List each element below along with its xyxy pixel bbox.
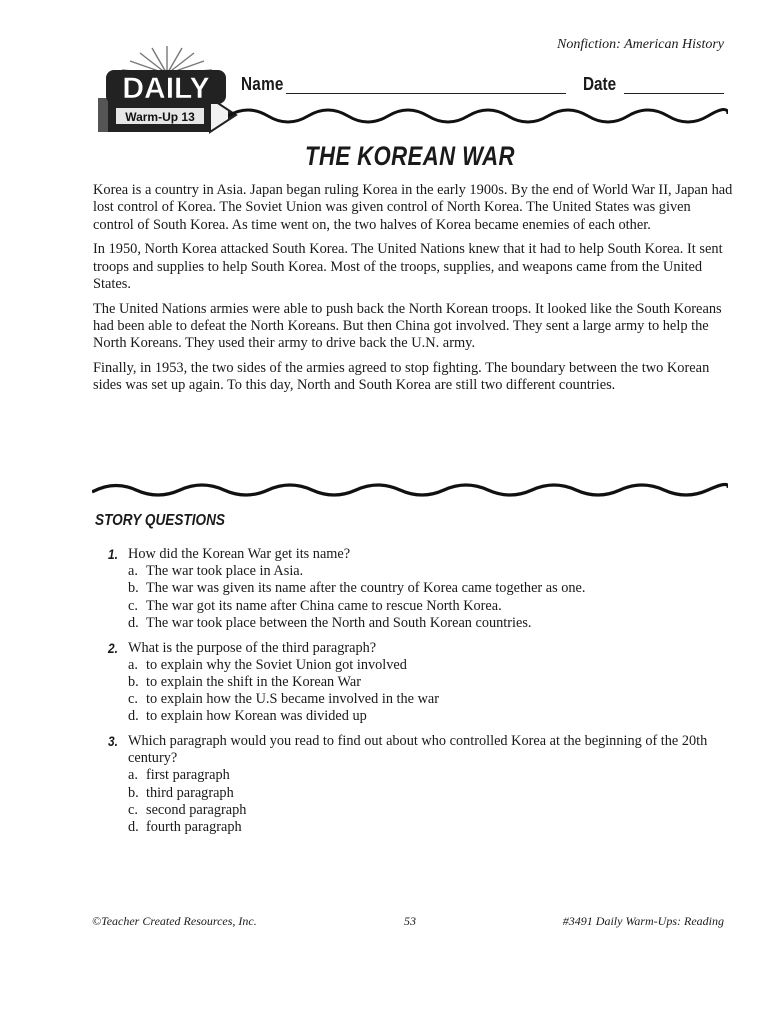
option-text: The war was given its name after the country of Korea came together as one. — [146, 580, 586, 597]
name-field-line[interactable] — [286, 93, 566, 94]
option-text: to explain why the Soviet Union got involved — [146, 656, 407, 673]
option-letter: b. — [128, 673, 139, 690]
question-number: 3. — [108, 733, 118, 750]
option-letter: b. — [128, 784, 139, 801]
answer-option[interactable] — [128, 563, 728, 580]
category-label: Nonfiction: American History — [557, 37, 724, 52]
answer-option[interactable] — [128, 657, 728, 674]
wavy-divider — [228, 104, 728, 128]
option-letter: c. — [128, 801, 138, 818]
story-paragraph: The United Nations armies were able to push back the North Korean troops. It looked like the South Koreans had been able to defeat the North Koreans. But then China got involved. They sent a large army to help the North Koreans. They used their army to drive back the U.N. army. — [93, 300, 722, 352]
question-number: 2. — [108, 639, 118, 656]
name-label: Name — [241, 74, 284, 94]
answer-option[interactable] — [128, 767, 728, 784]
option-letter: c. — [128, 597, 138, 614]
option-letter: d. — [128, 819, 139, 836]
option-text: The war took place in Asia. — [146, 563, 304, 580]
answer-option[interactable] — [128, 708, 728, 725]
question-item — [108, 640, 728, 726]
option-text: first paragraph — [146, 767, 230, 784]
logo-subtitle: Warm-Up 13 — [125, 110, 195, 124]
date-label: Date — [583, 74, 617, 94]
answer-option[interactable] — [128, 802, 728, 819]
questions-heading: STORY QUESTIONS — [95, 512, 225, 529]
logo-word: DAILY — [122, 72, 210, 105]
option-text: to explain how Korean was divided up — [146, 708, 367, 725]
page-title: THE KOREAN WAR — [305, 141, 515, 171]
story-paragraph: Finally, in 1953, the two sides of the armies agreed to stop fighting. The boundary between the two Korean sides was set up again. To this day, North and South Korea are still two different countries. — [93, 360, 710, 394]
footer-copyright: ©Teacher Created Resources, Inc. — [92, 914, 257, 928]
story-text — [93, 182, 733, 402]
question-text: What is the purpose of the third paragraph? — [128, 639, 377, 656]
option-letter: a. — [128, 563, 138, 580]
wavy-divider — [92, 478, 728, 502]
daily-warmup-logo — [92, 40, 242, 136]
option-letter: a. — [128, 767, 138, 784]
questions-list — [108, 546, 728, 844]
option-text: to explain the shift in the Korean War — [146, 673, 361, 690]
option-text: third paragraph — [146, 784, 234, 801]
question-item — [108, 546, 728, 632]
question-text: How did the Korean War get its name? — [128, 546, 351, 562]
answer-option[interactable] — [128, 580, 728, 597]
answer-option[interactable] — [128, 674, 728, 691]
option-letter: d. — [128, 614, 139, 631]
question-number: 1. — [108, 546, 118, 562]
footer-book-title: #3491 Daily Warm-Ups: Reading — [562, 914, 724, 928]
answer-option[interactable] — [128, 691, 728, 708]
question-item — [108, 733, 728, 836]
option-text: second paragraph — [146, 801, 247, 818]
option-letter: a. — [128, 656, 138, 673]
option-letter: c. — [128, 691, 138, 708]
option-text: to explain how the U.S became involved in the war — [146, 691, 440, 708]
answer-option[interactable] — [128, 598, 728, 615]
option-text: The war got its name after China came to rescue North Korea. — [146, 597, 502, 614]
option-text: fourth paragraph — [146, 819, 242, 836]
option-text: The war took place between the North and South Korean countries. — [146, 614, 532, 631]
story-paragraph: In 1950, North Korea attacked South Korea. The United Nations knew that it had to help South Korea. It sent troops and supplies to help South Korea. Most of the troops, supplies, and weapons came from the United States. — [93, 241, 723, 292]
date-field-line[interactable] — [624, 93, 724, 94]
option-letter: b. — [128, 580, 139, 597]
footer-page-number: 53 — [404, 914, 416, 928]
answer-option[interactable] — [128, 615, 728, 632]
question-text: Which paragraph would you read to find out about who controlled Korea at the beginning of the 20th century? — [128, 733, 708, 767]
sunburst-icon — [122, 46, 212, 74]
answer-option[interactable] — [128, 785, 728, 802]
answer-option[interactable] — [128, 819, 728, 836]
story-paragraph: Korea is a country in Asia. Japan began ruling Korea in the early 1900s. By the end of World War II, Japan had lost control of Korea. The Soviet Union was given control of North Korea. The United States was given control of South Korea. As time went on, the two halves of Korea became enemies of each other. — [93, 182, 733, 233]
option-letter: d. — [128, 708, 139, 725]
